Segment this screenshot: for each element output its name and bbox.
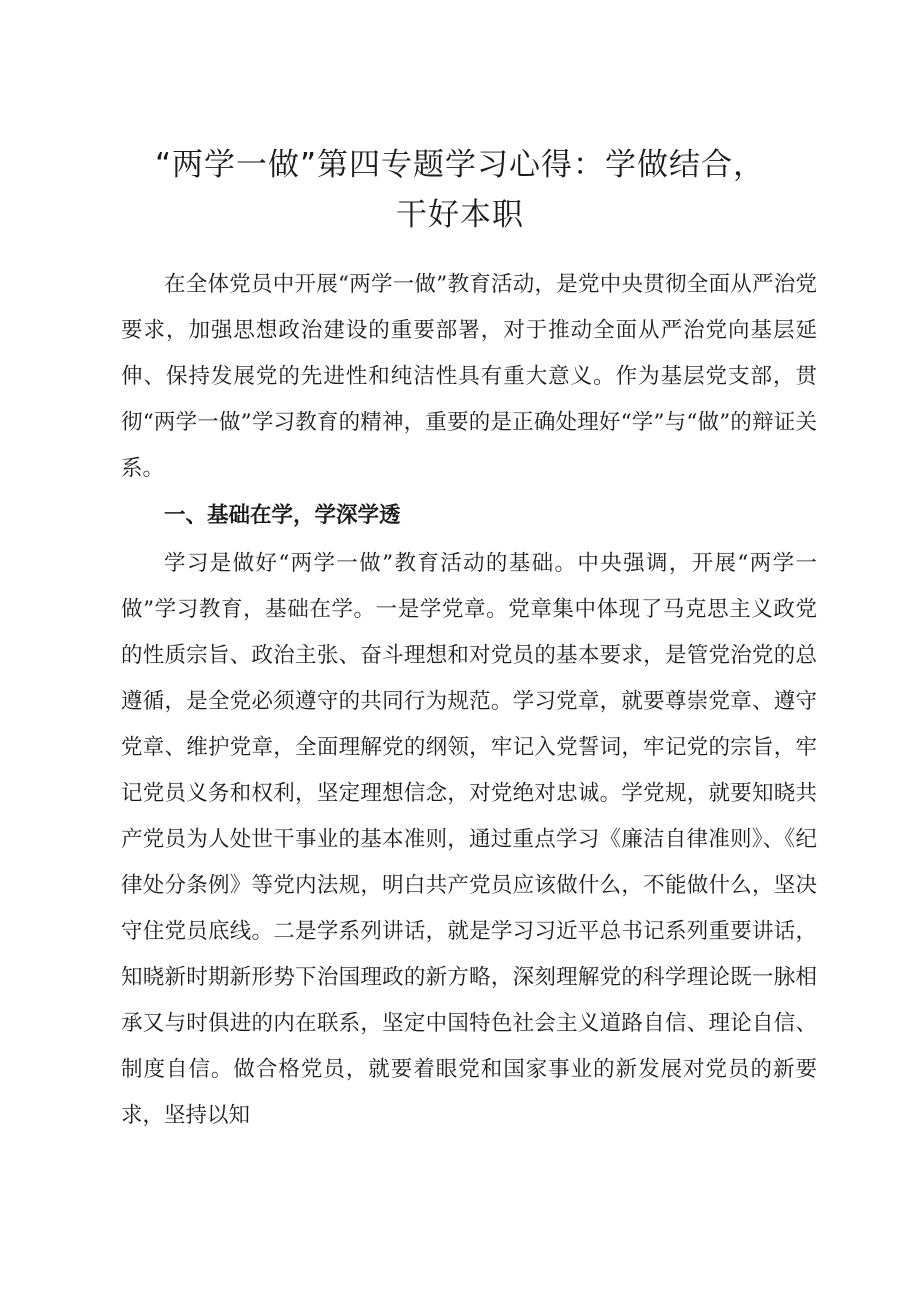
intro-paragraph: 在全体党员中开展“两学一做”教育活动，是党中央贯彻全面从严治党要求，加强思想政治建设的重要部署，对于推动全面从严治党向基层延伸、保持发展党的先进性和纯洁性具有重大意义。作为基层党支部，贯彻“两学一做”学习教育的精神，重要的是正确处理好“学”与“做”的辩证关系。	[121, 272, 817, 481]
document-title	[110, 140, 810, 240]
document-title-line-2: 干好本职	[396, 197, 524, 233]
document-title-line-1: “两学一做”第四专题学习心得：学做结合，	[154, 147, 766, 183]
section-1-paragraph: 学习是做好“两学一做”教育活动的基础。中央强调，开展“两学一做”学习教育，基础在学。一是学党章。党章集中体现了马克思主义政党的性质宗旨、政治主张、奋斗理想和对党员的基本要求，是管党治党的总遵循，是全党必须遵守的共同行为规范。学习党章，就要尊崇党章、遵守党章、维护党章，全面理解党的纲领，牢记入党誓词，牢记党的宗旨，牢记党员义务和权利，坚定理想信念，对党绝对忠诚。学党规，就要知晓共产党员为人处世干事业的基本准则，通过重点学习《廉洁自律准则》、《纪律处分条例》等党内法规，明白共产党员应该做什么，不能做什么，坚决守住党员底线。二是学系列讲话，就是学习习近平总书记系列重要讲话，知晓新时期新形势下治国理政的新方略，深刻理解党的科学理论既一脉相承又与时俱进的内在联系，坚定中国特色社会主义道路自信、理论自信、制度自信。做合格党员，就要着眼党和国家事业的新发展对党员的新要求，坚持以知	[121, 551, 817, 1128]
section-1-heading: 一、基础在学，学深学透	[164, 503, 401, 528]
